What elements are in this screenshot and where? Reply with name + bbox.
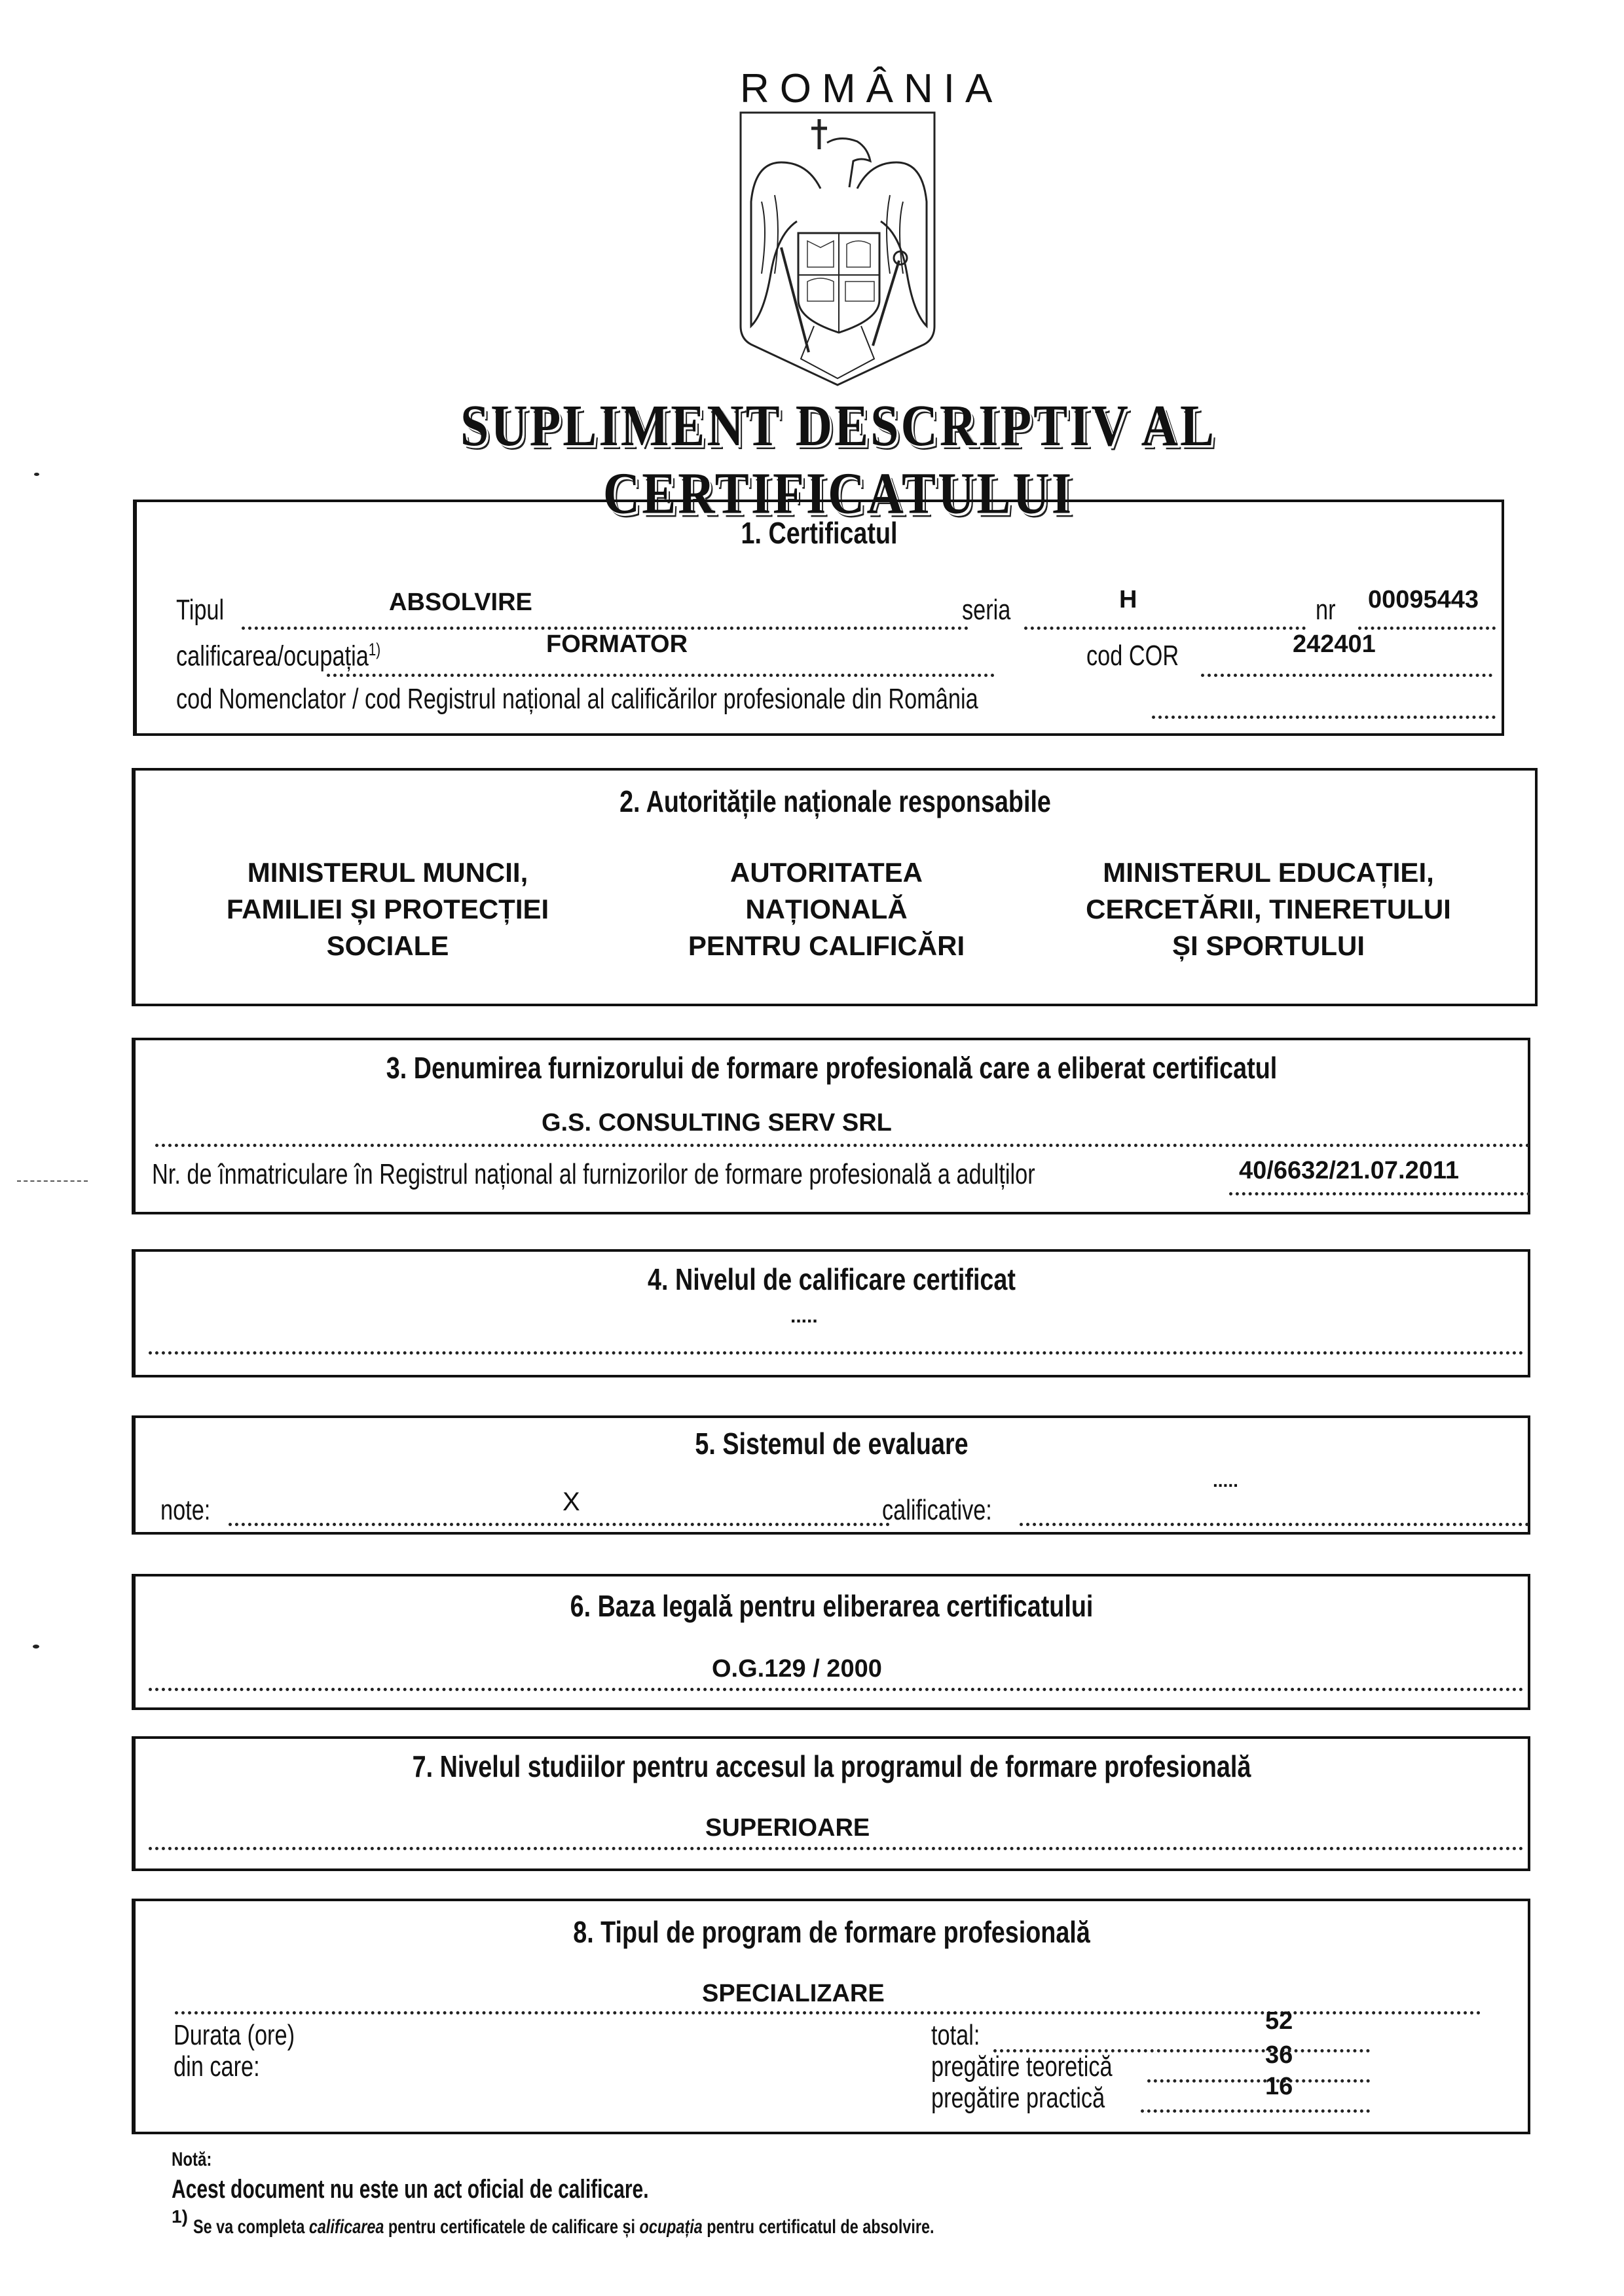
duration-label: Durata (ore) — [174, 2019, 295, 2051]
provider-field-line — [155, 1144, 1530, 1147]
authority-ministry-labour — [185, 854, 591, 964]
calificarea-label-text: calificarea/ocupația — [176, 640, 369, 672]
section-title: 3. Denumirea furnizorului de formare profesională care a eliberat certificatul — [386, 1051, 1278, 1085]
section-title: 4. Nivelul de calificare certificat — [648, 1262, 1016, 1296]
registration-value: 40/6632/21.07.2011 — [1239, 1157, 1460, 1184]
footnote-text — [193, 2216, 934, 2238]
study-level-field-line — [149, 1847, 1524, 1850]
section-title: 7. Nivelul studiilor pentru accesul la programul de formare profesională — [412, 1749, 1251, 1783]
seria-value: H — [1119, 586, 1137, 613]
note-value: X — [563, 1487, 580, 1516]
note-label: note: — [160, 1494, 211, 1526]
section-program-type — [132, 1899, 1530, 2134]
legal-basis-field-line — [149, 1688, 1524, 1691]
registration-field-line — [1229, 1192, 1530, 1195]
cod-cor-label: cod COR — [1086, 640, 1179, 672]
registration-label: Nr. de înmatriculare în Registrul național al furnizorilor de formare profesională a adulților — [152, 1158, 1035, 1190]
section-title: 5. Sistemul de evaluare — [695, 1427, 969, 1461]
country-name: ROMÂNIA — [740, 66, 1003, 111]
calificative-label: calificative: — [882, 1494, 992, 1526]
note-text: Acest document nu este un act oficial de calificare. — [172, 2175, 649, 2204]
qualification-level-value: ..... — [790, 1305, 818, 1327]
footnote-italic: calificarea — [308, 2216, 384, 2238]
authority-line: PENTRU CALIFICĂRI — [688, 930, 965, 961]
margin-dash — [17, 1180, 88, 1182]
authority-line: CERCETĂRII, TINERETULUI — [1086, 894, 1451, 924]
section-provider — [132, 1038, 1530, 1214]
legal-basis-value: O.G.129 / 2000 — [712, 1655, 882, 1683]
total-value: 52 — [1265, 2007, 1293, 2035]
note-heading: Notă: — [172, 2149, 212, 2170]
authority-line: FAMILIEI ȘI PROTECȚIEI — [226, 894, 549, 924]
tipul-label: Tipul — [176, 594, 225, 626]
footnote-mark: 1) — [172, 2206, 188, 2227]
practice-field-line — [1141, 2109, 1370, 2113]
calificative-field-line — [1020, 1523, 1529, 1526]
authority-line: NAȚIONALĂ — [745, 894, 908, 924]
authority-line: ȘI SPORTULUI — [1172, 930, 1365, 961]
authority-line: MINISTERUL EDUCAȚIEI, — [1103, 857, 1434, 888]
nr-field-line — [1358, 627, 1496, 630]
din-care-label: din care: — [174, 2050, 260, 2083]
section-title: 1. Certificatul — [741, 516, 898, 550]
practice-label: pregătire practică — [931, 2082, 1105, 2114]
calificarea-field-line — [327, 674, 995, 677]
section-authorities — [132, 768, 1538, 1006]
footnote-part: pentru certificatele de calificare și — [384, 2216, 640, 2238]
document-title: SUPLIMENT DESCRIPTIV AL CERTIFICATULUI — [460, 392, 1217, 526]
section-title: 8. Tipul de program de formare profesională — [573, 1915, 1090, 1949]
practice-value: 16 — [1265, 2073, 1293, 2100]
seria-field-line — [1024, 627, 1306, 630]
cod-cor-field-line — [1201, 674, 1492, 677]
theory-field-line — [1147, 2079, 1370, 2083]
nr-label: nr — [1316, 594, 1336, 626]
section-qualification-level — [132, 1249, 1530, 1377]
section-evaluation — [132, 1415, 1530, 1535]
study-level-value: SUPERIOARE — [705, 1814, 870, 1842]
nr-value: 00095443 — [1368, 586, 1479, 613]
tipul-field-line — [242, 627, 969, 630]
margin-mark — [34, 473, 39, 476]
margin-mark — [33, 1645, 39, 1649]
authority-line: AUTORITATEA — [730, 857, 923, 888]
footnote-part: Se va completa — [193, 2216, 309, 2238]
seria-label: seria — [962, 594, 1011, 626]
theory-label: pregătire teoretică — [931, 2050, 1113, 2083]
total-label: total: — [931, 2019, 980, 2051]
footnote-ref: 1) — [368, 640, 381, 659]
footnote-italic: ocupația — [639, 2216, 703, 2238]
section-legal-basis — [132, 1574, 1530, 1710]
calificative-value: ..... — [1213, 1470, 1238, 1491]
nomenclator-field-line — [1152, 716, 1496, 719]
section-certificate — [133, 500, 1504, 736]
section-title: 2. Autoritățile naționale responsabile — [619, 784, 1051, 818]
authority-line: MINISTERUL MUNCII, — [247, 857, 528, 888]
section-study-level — [132, 1736, 1530, 1871]
authority-anc — [623, 854, 1029, 964]
theory-value: 36 — [1265, 2041, 1293, 2069]
authority-line: SOCIALE — [326, 930, 449, 961]
romania-coat-of-arms-icon — [735, 110, 940, 392]
program-type-value: SPECIALIZARE — [702, 1980, 885, 2007]
cod-cor-value: 242401 — [1293, 630, 1376, 658]
footnote-part: pentru certificatul de absolvire. — [702, 2216, 934, 2238]
nomenclator-label: cod Nomenclator / cod Registrul național al calificărilor profesionale din România — [176, 683, 978, 715]
calificarea-value: FORMATOR — [546, 630, 688, 658]
qualification-level-field-line — [149, 1351, 1524, 1355]
calificarea-label — [176, 640, 380, 673]
authority-ministry-education — [1039, 854, 1498, 964]
tipul-value: ABSOLVIRE — [389, 589, 532, 616]
provider-name-value: G.S. CONSULTING SERV SRL — [542, 1109, 892, 1137]
section-title: 6. Baza legală pentru eliberarea certificatului — [570, 1589, 1094, 1623]
note-field-line — [229, 1523, 890, 1526]
